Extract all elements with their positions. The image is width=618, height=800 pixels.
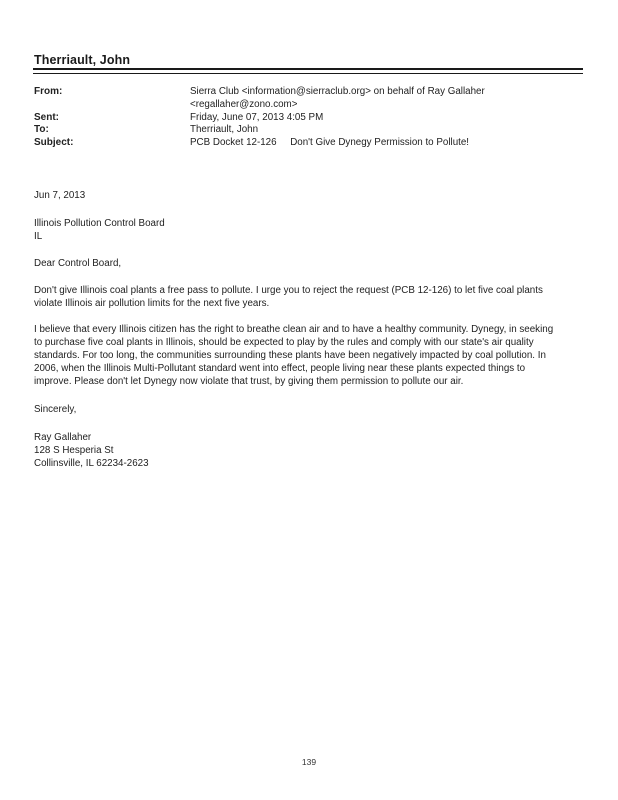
signature-address2: Collinsville, IL 62234-2623: [34, 458, 149, 469]
paragraph2-line2: to purchase five coal plants in Illinois, should be expected to play by the rules and comply with our state's air quality: [34, 337, 534, 348]
paragraph2-line4: 2006, when the Illinois Multi-Pollutant standard went into effect, people living near these plants expected things to: [34, 363, 526, 374]
to-value: Therriault, John: [190, 124, 259, 135]
paragraph2-line5: improve. Please don't let Dynegy now violate that trust, by giving them permission to pollute our air.: [34, 376, 464, 387]
page-number: 139: [301, 757, 317, 767]
paragraph1-line1: Don't give Illinois coal plants a free pass to pollute. I urge you to reject the request (PCB 12-126) to let five coal plants: [34, 285, 543, 296]
recipient-line1: Illinois Pollution Control Board: [34, 218, 165, 229]
signature-name: Ray Gallaher: [34, 432, 92, 443]
paragraph2-line1: I believe that every Illinois citizen has the right to breathe clean air and to have a healthy community. Dynegy, in seeking: [34, 324, 554, 335]
from-value-line1: Sierra Club <information@sierraclub.org> on behalf of Ray Gallaher: [190, 86, 485, 97]
to-label: To:: [34, 124, 49, 135]
from-value-line2: <regallaher@zono.com>: [190, 99, 298, 110]
sent-value: Friday, June 07, 2013 4:05 PM: [190, 112, 324, 123]
sent-label: Sent:: [34, 112, 59, 123]
recipient-line2: IL: [34, 231, 43, 242]
header-divider: [33, 68, 583, 74]
paragraph2-line3: standards. For too long, the communities surrounding these plants have been negatively impacted by coal pollution. In: [34, 350, 546, 361]
letter-date: Jun 7, 2013: [34, 190, 86, 201]
from-label: From:: [34, 86, 63, 97]
subject-value: PCB Docket 12-126 Don't Give Dynegy Permission to Pollute!: [190, 137, 470, 148]
paragraph1-line2: violate Illinois air pollution limits for the next five years.: [34, 298, 270, 309]
salutation: Dear Control Board,: [34, 258, 122, 269]
closing: Sincerely,: [34, 404, 77, 415]
signature-address1: 128 S Hesperia St: [34, 445, 114, 456]
mailbox-owner-name: Therriault, John: [34, 53, 131, 67]
subject-label: Subject:: [34, 137, 74, 148]
